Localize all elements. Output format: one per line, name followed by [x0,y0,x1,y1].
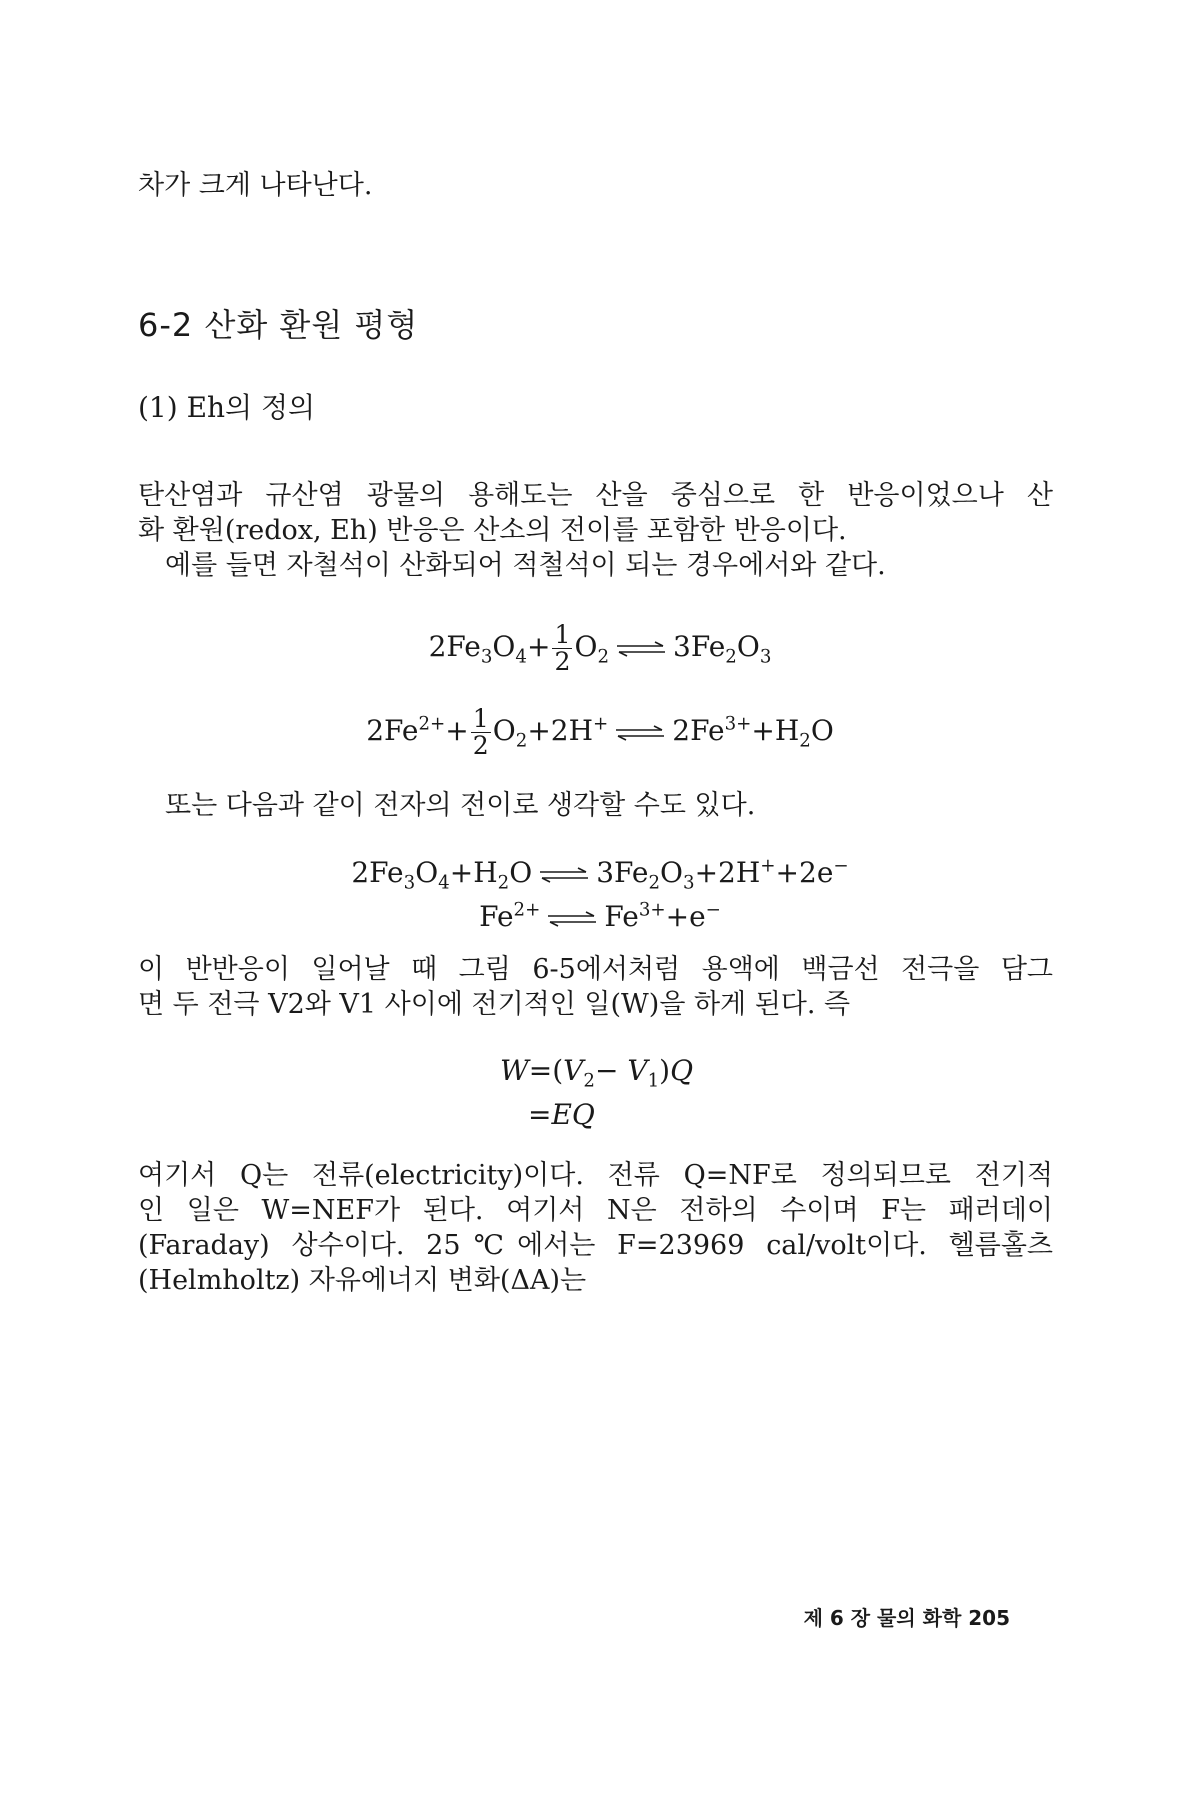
intro-paragraph [138,478,1053,583]
equation-2: $2Fe^{2+}+$ $\frac{1}{2}$ $O_2+2H^+$ $2Fe^{3+}+H_2O$ [366,704,834,761]
half-reaction-paragraph [138,952,1053,1022]
closing-line-2: 인 일은 W=NEF가 된다. 여기서 N은 전하의 수이며 F는 패러데이 [138,1195,1053,1227]
equation-6: =EQ [528,1098,595,1131]
half-reaction-line-1: 이 반반응이 일어날 때 그림 6-5에서처럼 용액에 백금선 전극을 담그 [138,954,1053,985]
equilibrium-arrow-icon [615,641,667,657]
closing-line-1: 여기서 Q는 전류(electricity)이다. 전류 Q=NF로 정의되므로 전기적 [138,1160,1053,1191]
section-title: 6-2 산화 환원 평형 [138,306,419,344]
closing-paragraph [138,1158,1053,1298]
equation-1: $2Fe_3O_4+$ $\frac{1}{2}$ $O_2$ $3Fe_2O_3$ [428,620,772,677]
equation-4: $Fe^{2+}$ $Fe^{3+}+e^-$ [479,900,721,934]
equation-5: $W=(V_2- V_1)Q$ [500,1054,694,1092]
closing-line-4: (Helmholtz) 자유에너지 변화(ΔA)는 [138,1265,587,1297]
continued-text: 차가 크게 나타난다. [138,170,373,201]
equation-3: $2Fe_3O_4+H_2O$ $3Fe_2O_3+2H^++2e^-$ [351,856,849,894]
intro-line-3: 예를 들면 자철석이 산화되어 적철석이 되는 경우에서와 같다. [165,550,886,582]
electron-transfer-text: 또는 다음과 같이 전자의 전이로 생각할 수도 있다. [165,790,756,821]
intro-line-1: 탄산염과 규산염 광물의 용해도는 산을 중심으로 한 반응이었으나 산 [138,480,1053,511]
closing-line-3: (Faraday) 상수이다. 25℃에서는 F=23969 cal/volt이다. 헬름홀츠 [138,1230,1053,1262]
running-footer: 제 6 장 물의 화학 205 [803,1606,1010,1630]
subsection-title: (1) Eh의 정의 [138,391,316,424]
equilibrium-arrow-icon [614,725,666,741]
equilibrium-arrow-icon [538,867,590,883]
equilibrium-arrow-icon [546,911,598,927]
intro-line-2: 화 환원(redox, Eh) 반응은 산소의 전이를 포함한 반응이다. [138,515,847,547]
half-reaction-line-2: 면 두 전극 V2와 V1 사이에 전기적인 일(W)을 하게 된다. 즉 [138,989,851,1021]
